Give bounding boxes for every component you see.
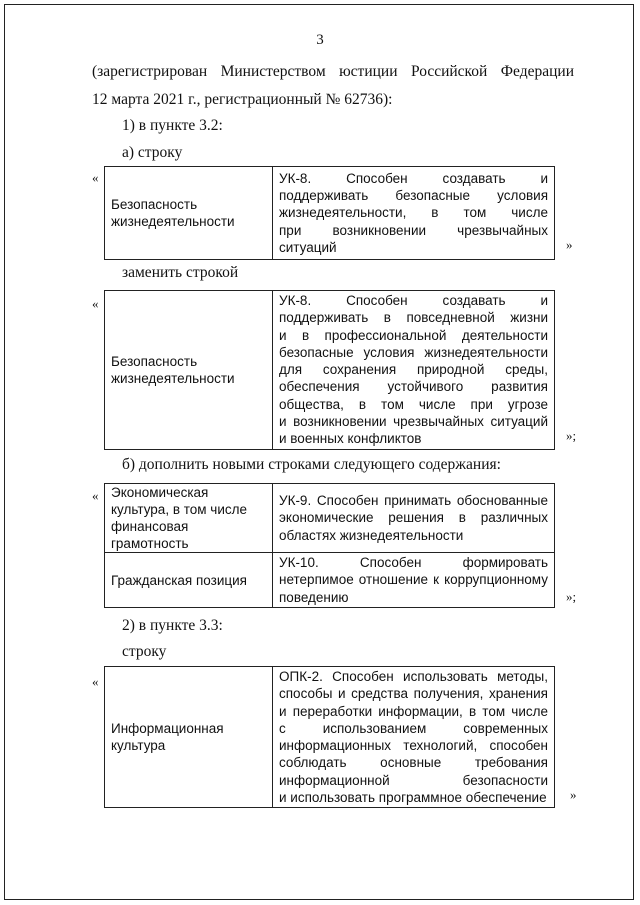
competence-line: безопасные условия жизнедеятельности	[279, 344, 548, 360]
competence-line: и военных конфликтов	[279, 431, 422, 447]
competence-line: и возникновении чрезвычайных ситуаций	[279, 414, 548, 430]
table-cell-left	[105, 667, 273, 808]
table-old-row-opk2	[104, 666, 555, 808]
item-1-heading: 1) в пункте 3.2:	[122, 117, 223, 134]
competence-line: информационных технологий, способен	[279, 738, 548, 754]
item-2-heading: 2) в пункте 3.3:	[122, 617, 223, 634]
intro-line-2: 12 марта 2021 г., регистрационный № 62736):	[92, 91, 393, 108]
competence-line: и в профессиональной деятельности	[279, 327, 548, 343]
open-quote: «	[92, 488, 99, 503]
competence-line: поведению	[279, 589, 349, 605]
competence-line: с использованием современных	[279, 720, 548, 736]
close-quote: »	[570, 787, 577, 802]
competence-name-line: Гражданская позиция	[111, 572, 247, 588]
close-quote-semicolon: »;	[566, 589, 577, 604]
competence-name-line: культура, в том числе	[111, 502, 248, 517]
open-quote: «	[92, 170, 99, 185]
table-cell-right	[273, 167, 555, 260]
competence-name-line: Экономическая	[111, 485, 209, 500]
competence-name-line: грамотность	[111, 536, 189, 551]
competence-line: поддерживать безопасные условия	[279, 188, 548, 204]
table-cell-left	[105, 167, 273, 260]
table-cell-right	[273, 667, 555, 808]
item-1a-heading: а) строку	[122, 144, 183, 161]
competence-line: соблюдать основные требования	[279, 755, 548, 771]
replace-with-heading: заменить строкой	[122, 264, 239, 281]
competence-line: ОПК-2. Способен использовать методы,	[279, 669, 548, 684]
competence-line: способы и средства получения, хранения	[279, 686, 548, 702]
competence-line: жизнедеятельности, в том числе	[279, 205, 548, 221]
table-cell-right	[273, 291, 555, 450]
open-quote: «	[92, 296, 99, 311]
item-1b-heading: б) дополнить новыми строками следующего содержания:	[122, 456, 501, 473]
table-cell-left	[105, 484, 273, 553]
competence-name-line: финансовая	[111, 519, 189, 534]
competence-line: при возникновении чрезвычайных	[279, 222, 548, 238]
competence-line: УК-9. Способен принимать обоснованные	[279, 493, 548, 509]
competence-name: Безопасность жизнедеятельности	[111, 353, 235, 386]
competence-line: экономические решения в различных	[279, 510, 548, 526]
competence-line: обеспечения устойчивого развития	[279, 379, 548, 395]
competence-line: областях жизнедеятельности	[279, 527, 464, 543]
open-quote: «	[92, 674, 99, 689]
competence-name: Информационная культура	[111, 721, 224, 754]
competence-line: поддерживать в повседневной жизни	[279, 310, 548, 326]
table-cell-left	[105, 291, 273, 450]
table-added-rows	[104, 483, 555, 608]
competence-line: и использовать программное обеспечение	[279, 790, 547, 806]
table-old-row-uk8	[104, 166, 555, 260]
table-cell-right	[273, 484, 555, 553]
competence-line: УК-8. Способен создавать и	[279, 170, 548, 186]
close-quote-semicolon: »;	[566, 428, 577, 443]
table-cell-left	[105, 553, 273, 608]
competence-line: и переработки информации, в том числе	[279, 703, 548, 719]
table-cell-right	[273, 553, 555, 608]
competence-line: общества, в том числе при угрозе	[279, 396, 548, 412]
competence-line: нетерпимое отношение к коррупционному	[279, 572, 548, 588]
competence-line: для сохранения природной среды,	[279, 362, 548, 378]
close-quote: »	[566, 237, 573, 252]
item-2a-heading: строку	[122, 643, 167, 660]
competence-line: УК-8. Способен создавать и	[279, 293, 548, 308]
competence-line: информационной безопасности	[279, 772, 548, 788]
intro-line-1: (зарегистрирован Министерством юстиции Российской Федерации	[92, 63, 574, 80]
competence-line: ситуаций	[279, 239, 337, 255]
competence-line: УК-10. Способен формировать	[279, 555, 548, 571]
competence-name: Безопасность жизнедеятельности	[111, 197, 235, 229]
table-new-row-uk8	[104, 290, 555, 450]
page-number: 3	[316, 32, 324, 48]
